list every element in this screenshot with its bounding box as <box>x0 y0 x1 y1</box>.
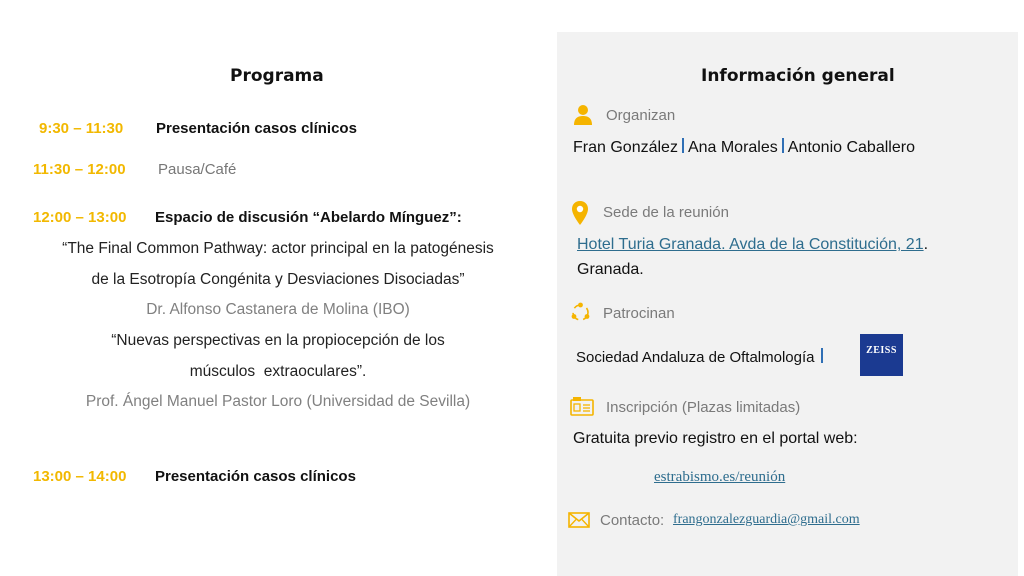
schedule-title-4: Presentación casos clínicos <box>155 468 356 485</box>
schedule-title-3: Espacio de discusión “Abelardo Mínguez”: <box>155 209 462 226</box>
talk1-title-line1: “The Final Common Pathway: actor principal en la patogénesis <box>62 240 494 257</box>
contacto-label: Contacto: <box>600 512 665 529</box>
schedule-time-4: 13:00 – 14:00 <box>33 468 127 485</box>
registration-card-icon <box>570 396 594 416</box>
patrocinan-label: Patrocinan <box>603 305 675 322</box>
separator <box>682 138 684 153</box>
envelope-icon <box>568 512 590 528</box>
contact-email-link[interactable]: frangonzalezguardia@gmail.com <box>673 512 860 527</box>
programa-heading: Programa <box>230 66 324 86</box>
separator <box>782 138 784 153</box>
zeiss-logo-text: ZEISS <box>866 345 897 356</box>
organizer-2: Ana Morales <box>687 139 778 156</box>
sede-address <box>577 236 928 254</box>
speaker2: Prof. Ángel Manuel Pastor Loro (Universidad de Sevilla) <box>85 393 471 410</box>
sponsor-cycle-icon <box>570 302 591 323</box>
schedule-time-2: 11:30 – 12:00 <box>33 161 126 178</box>
organizer-1: Fran González <box>573 139 678 156</box>
inscripcion-label: Inscripción (Plazas limitadas) <box>606 399 801 416</box>
sede-label: Sede de la reunión <box>603 204 729 221</box>
organizer-3: Antonio Caballero <box>787 139 915 156</box>
venue-link[interactable]: Hotel Turia Granada. Avda de la Constitución, 21 <box>577 236 924 253</box>
person-icon <box>573 104 593 126</box>
talk2-title-line1: “Nuevas perspectivas en la propiocepción de los <box>111 332 445 349</box>
schedule-title-1: Presentación casos clínicos <box>156 120 357 137</box>
talk1-title-line2: de la Esotropía Congénita y Desviaciones Disociadas” <box>91 271 465 288</box>
talk2-title-line2: músculos extraoculares”. <box>189 363 367 380</box>
sponsor-line <box>576 348 827 366</box>
separator <box>821 348 823 363</box>
organizers-list <box>573 138 915 157</box>
sede-city: Granada. <box>577 261 644 278</box>
schedule-time-3: 12:00 – 13:00 <box>33 209 127 226</box>
schedule-title-2: Pausa/Café <box>158 161 237 178</box>
registration-link[interactable]: estrabismo.es/reunión <box>654 469 786 485</box>
zeiss-logo <box>860 334 903 376</box>
inscripcion-text: Gratuita previo registro en el portal web: <box>573 430 858 447</box>
location-pin-icon <box>571 200 589 226</box>
sponsor-name: Sociedad Andaluza de Oftalmología <box>576 349 815 366</box>
organizan-label: Organizan <box>606 107 676 124</box>
schedule-time-1: 9:30 – 11:30 <box>39 120 124 137</box>
speaker1: Dr. Alfonso Castanera de Molina (IBO) <box>146 301 410 318</box>
info-heading: Información general <box>701 66 895 86</box>
venue-link-suffix: . <box>923 236 929 253</box>
